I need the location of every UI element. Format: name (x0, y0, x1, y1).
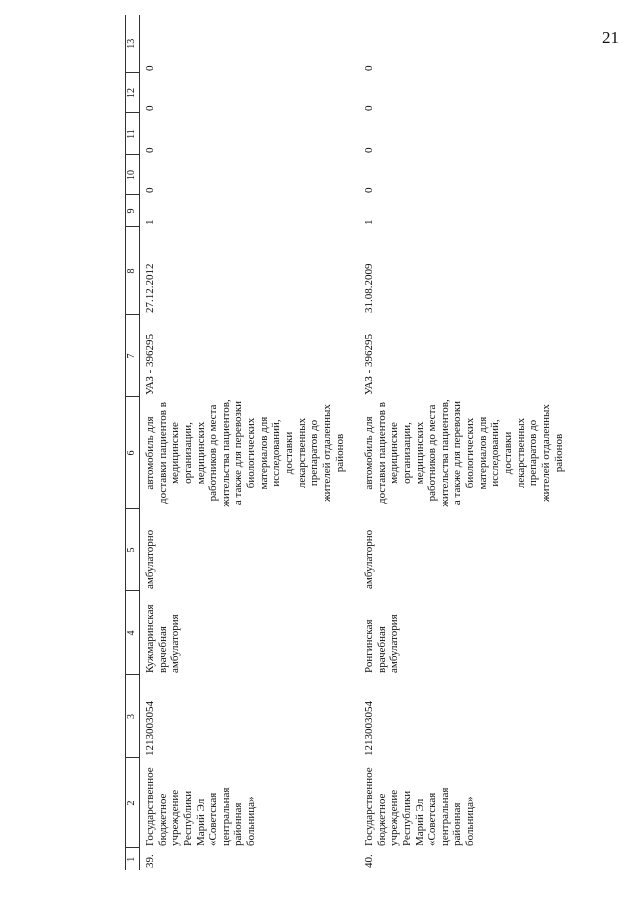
col-header: 10 (126, 155, 140, 195)
column-number-row (126, 15, 140, 870)
vehicle-purpose: автомобиль для доставки пациентов в медицинские организации, медицинских работников до места жительства пациентов, а также для перевозки биологических материалов для исследований, доставки лекарственных препаратов до жителей отдаленных районов (144, 399, 346, 507)
unit-name: Кужмаринская врачебная амбулатория (144, 604, 182, 673)
cell-9: 1 (363, 219, 375, 225)
col-header: 6 (126, 397, 140, 509)
cell-11: 0 (363, 147, 375, 153)
cell-13: 0 (363, 65, 375, 71)
cell-13: 0 (144, 65, 156, 71)
page-number: 21 (602, 28, 619, 47)
col-header: 12 (126, 73, 140, 113)
vehicle-date: 31.08.2009 (363, 263, 375, 313)
col-header: 2 (126, 758, 140, 848)
cell-12: 0 (144, 105, 156, 111)
row-number: 40. (363, 854, 375, 868)
col-header: 7 (126, 315, 140, 397)
cell-11: 0 (144, 147, 156, 153)
vehicle-date: 27.12.2012 (144, 263, 156, 313)
register-table (125, 15, 565, 870)
col-header: 9 (126, 195, 140, 227)
cell-10: 0 (363, 187, 375, 193)
cell-10: 0 (144, 187, 156, 193)
table-row (359, 15, 565, 870)
vehicle-model: УАЗ - 396295 (363, 333, 375, 395)
col-header: 1 (126, 848, 140, 870)
register-table-rotated (125, 35, 570, 870)
col-header: 11 (126, 113, 140, 155)
col-header: 13 (126, 15, 140, 73)
row-number: 39. (144, 854, 156, 868)
table-row (140, 15, 360, 870)
care-type: амбулаторно (363, 529, 375, 589)
org-code: 1213003054 (144, 701, 156, 756)
col-header: 3 (126, 675, 140, 758)
org-code: 1213003054 (363, 701, 375, 756)
organization: Государственное бюджетное учреждение Республики Марий Эл «Советская центральная районная больница» (144, 767, 258, 846)
col-header: 4 (126, 591, 140, 675)
vehicle-model: УАЗ - 396295 (144, 333, 156, 395)
organization: Государственное бюджетное учреждение Республики Марий Эл «Советская центральная районная больница» (363, 767, 477, 846)
col-header: 8 (126, 227, 140, 315)
unit-name: Ронгинская врачебная амбулатория (363, 614, 401, 673)
care-type: амбулаторно (144, 529, 156, 589)
cell-9: 1 (144, 219, 156, 225)
col-header: 5 (126, 509, 140, 591)
vehicle-purpose: автомобиль для доставки пациентов в медицинские организации, медицинских работников до места жительства пациентов, а также для перевозки биологических материалов для исследований, доставки лекарственных препаратов до жителей отдаленных районов (363, 399, 565, 507)
cell-12: 0 (363, 105, 375, 111)
